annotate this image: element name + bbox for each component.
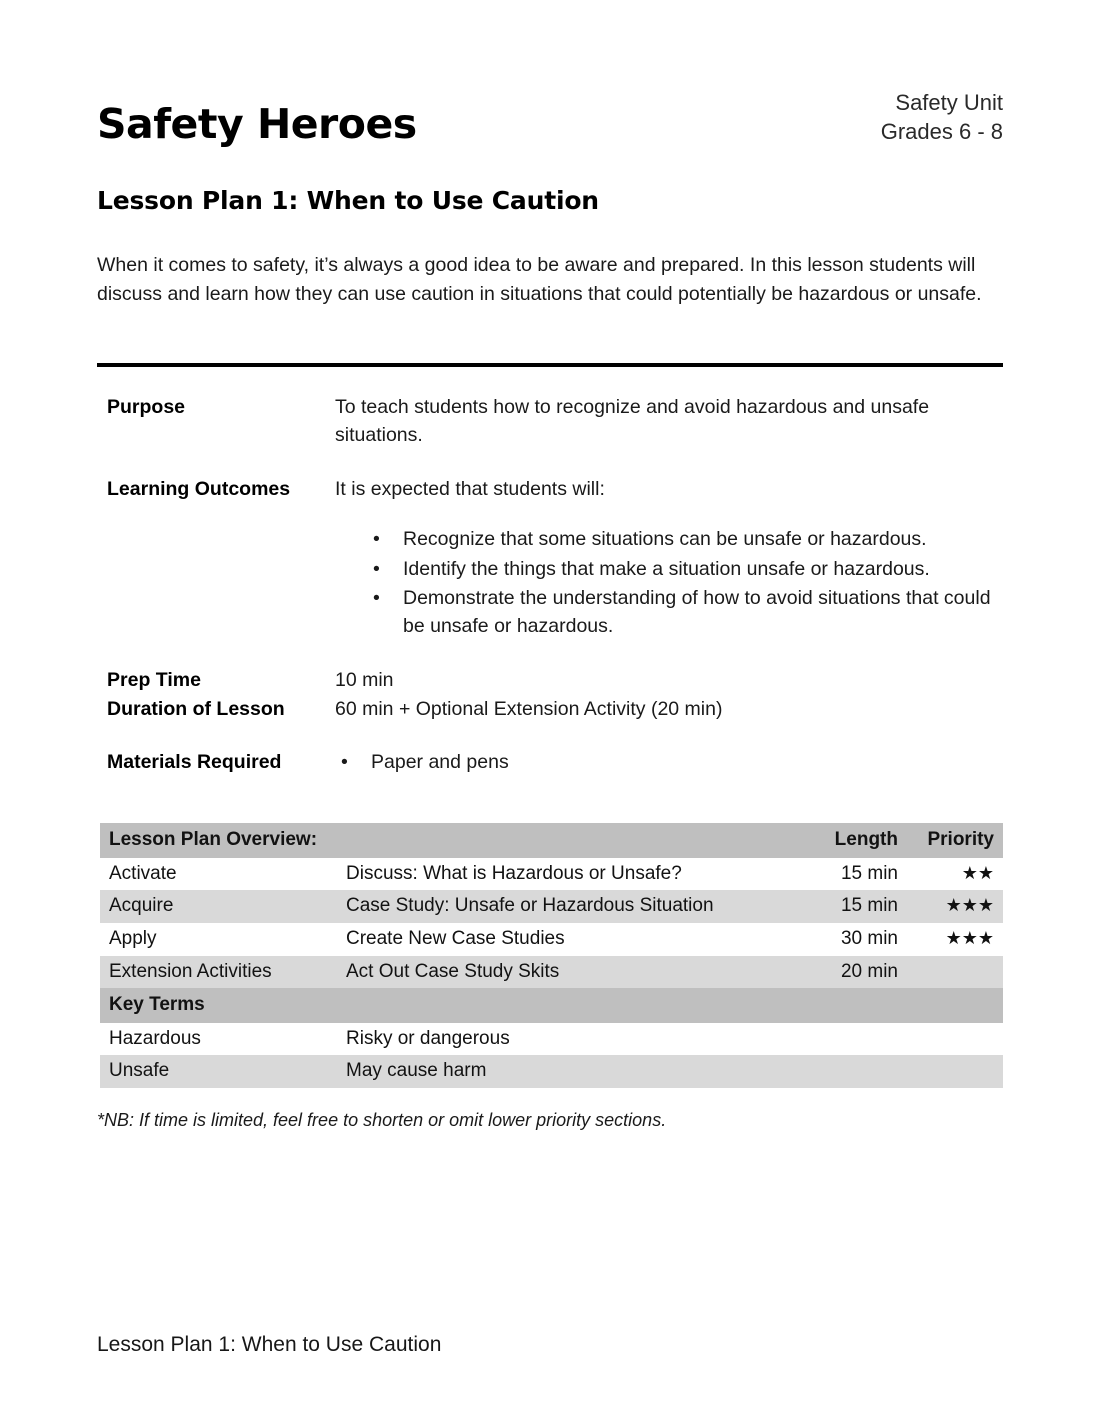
prep-time-value: 10 min <box>335 669 394 692</box>
row-priority-stars: ★★★ <box>912 923 1003 956</box>
row-length: 15 min <box>794 858 912 891</box>
list-item-text: Demonstrate the understanding of how to avoid situations that could be unsafe or hazardous. <box>403 586 991 638</box>
key-term-spacer-c <box>794 1023 912 1056</box>
document-header <box>97 88 1003 146</box>
row-length: 15 min <box>794 890 912 923</box>
learning-outcomes-value <box>335 475 1003 642</box>
key-term-name: Hazardous <box>100 1023 346 1056</box>
grade-range: Grades 6 - 8 <box>880 119 1003 145</box>
priority-column-header: Priority <box>912 823 1003 858</box>
duration-label: Duration of Lesson <box>107 697 285 720</box>
purpose-row <box>97 393 1003 450</box>
row-priority-stars: ★★ <box>912 858 1003 891</box>
lesson-heading: Lesson Plan 1: When to Use Caution <box>97 186 599 215</box>
row-length: 30 min <box>794 923 912 956</box>
key-term-definition: May cause harm <box>346 1055 794 1088</box>
priority-footnote: *NB: If time is limited, feel free to shorten or omit lower priority sections. <box>97 1110 667 1130</box>
list-item <box>373 525 1003 553</box>
list-item <box>373 584 1003 641</box>
key-term-spacer-d <box>912 1055 1003 1088</box>
key-term-spacer-d <box>912 1023 1003 1056</box>
section-divider-rule <box>97 363 1003 367</box>
page-footer: Lesson Plan 1: When to Use Caution <box>97 1333 442 1356</box>
row-phase: Activate <box>100 858 346 891</box>
spacer <box>97 450 1003 475</box>
purpose-value: To teach students how to recognize and avoid hazardous and unsafe situations. <box>335 396 930 447</box>
materials-row <box>97 748 1003 776</box>
row-activity: Discuss: What is Hazardous or Unsafe? <box>346 858 794 891</box>
materials-value <box>335 748 1003 776</box>
table-row <box>100 890 1003 923</box>
brand-title: Safety Heroes <box>97 100 417 148</box>
duration-value: 60 min + Optional Extension Activity (20 min) <box>335 697 723 720</box>
overview-title-spacer <box>346 823 794 858</box>
key-term-name: Unsafe <box>100 1055 346 1088</box>
table-row <box>100 1055 1003 1088</box>
duration-row <box>97 695 1003 723</box>
table-row <box>100 858 1003 891</box>
lesson-details-block <box>97 393 1003 777</box>
key-term-definition: Risky or dangerous <box>346 1023 794 1056</box>
learning-outcomes-intro: It is expected that students will: <box>335 477 605 500</box>
overview-title: Lesson Plan Overview: <box>100 823 346 858</box>
key-terms-title: Key Terms <box>100 988 346 1023</box>
lesson-intro-paragraph: When it comes to safety, it’s always a good idea to be aware and prepared. In this lesson students will discuss and learn how they can use caution in situations that could potentially be hazardous or unsafe. <box>97 254 982 305</box>
key-terms-spacer-b <box>346 988 794 1023</box>
prep-time-label: Prep Time <box>107 669 201 692</box>
unit-info-block <box>881 88 1003 146</box>
row-phase: Extension Activities <box>100 956 346 989</box>
materials-list <box>335 748 1003 776</box>
materials-label: Materials Required <box>107 751 282 774</box>
list-item <box>335 748 1003 776</box>
spacer <box>97 723 1003 748</box>
row-activity: Create New Case Studies <box>346 923 794 956</box>
learning-outcomes-list <box>335 525 1003 640</box>
list-item-text: Paper and pens <box>371 751 509 774</box>
row-phase: Apply <box>100 923 346 956</box>
key-terms-header-row <box>100 988 1003 1023</box>
list-item <box>373 555 1003 583</box>
table-header-row <box>100 823 1003 858</box>
list-item-text: Identify the things that make a situation unsafe or hazardous. <box>403 557 930 580</box>
row-length: 20 min <box>794 956 912 989</box>
spacer <box>97 641 1003 666</box>
table-row <box>100 956 1003 989</box>
key-terms-spacer-c <box>794 988 912 1023</box>
unit-name: Safety Unit <box>895 90 1003 115</box>
bullet-icon: • <box>373 586 380 609</box>
prep-time-row <box>97 666 1003 694</box>
lesson-plan-overview-table <box>100 823 1003 1088</box>
purpose-label: Purpose <box>107 396 186 418</box>
table-row <box>100 1023 1003 1056</box>
key-terms-spacer-d <box>912 988 1003 1023</box>
list-item-text: Recognize that some situations can be unsafe or hazardous. <box>403 528 927 551</box>
row-activity: Case Study: Unsafe or Hazardous Situation <box>346 890 794 923</box>
key-term-spacer-c <box>794 1055 912 1088</box>
learning-outcomes-label: Learning Outcomes <box>107 477 291 500</box>
row-priority-stars: ★★★ <box>912 890 1003 923</box>
bullet-icon: • <box>373 557 380 580</box>
row-activity: Act Out Case Study Skits <box>346 956 794 989</box>
table-row <box>100 923 1003 956</box>
length-column-header: Length <box>794 823 912 858</box>
row-phase: Acquire <box>100 890 346 923</box>
learning-outcomes-row <box>97 475 1003 642</box>
bullet-icon: • <box>341 751 348 774</box>
row-priority-stars <box>912 956 1003 989</box>
bullet-icon: • <box>373 528 380 551</box>
